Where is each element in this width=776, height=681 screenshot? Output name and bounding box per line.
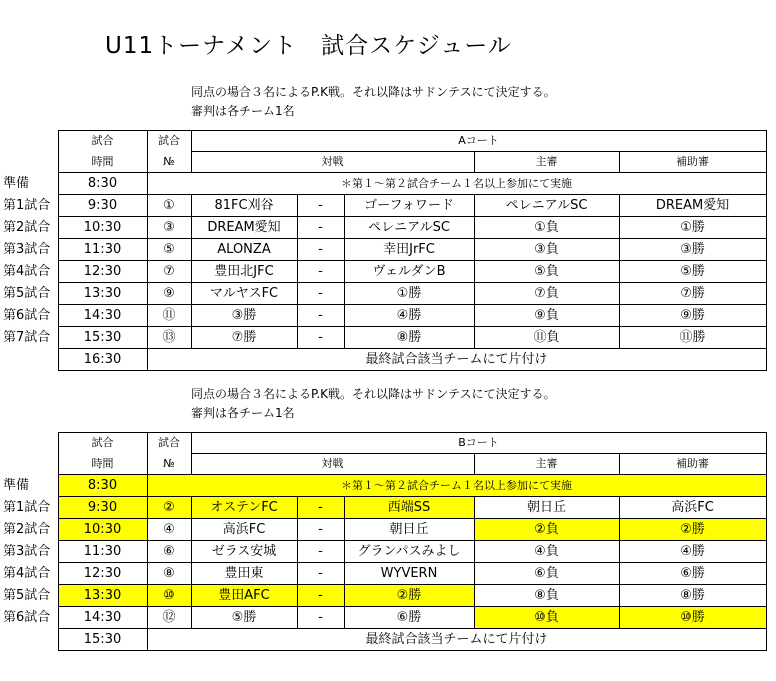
referee: ⑪負 [474,327,619,349]
versus-dash: - [297,563,344,585]
table-row [3,497,766,519]
referee: ②負 [474,519,619,541]
header-time-top: 試合 [58,433,147,454]
match-number: ⑪ [147,305,191,327]
match-time: 8:30 [58,475,147,497]
assistant-referee: ⑥勝 [619,563,766,585]
match-time: 12:30 [58,261,147,283]
header-row [3,433,766,454]
row-label: 第3試合 [3,241,51,257]
match-time: 16:30 [58,349,147,371]
row-label: 第6試合 [3,609,51,625]
versus-dash: - [297,217,344,239]
header-match: 対戦 [191,152,474,173]
table-row [3,239,766,261]
header-court: Aコート [191,131,766,152]
table-row [3,541,766,563]
team-2: ②勝 [344,585,474,607]
match-number: ⑬ [147,327,191,349]
row-label: 第5試合 [3,285,51,301]
team-1: ALONZA [191,239,297,261]
team-1: ゼラス安城 [191,541,297,563]
team-1: 豊田北JFC [191,261,297,283]
referee: ⑧負 [474,585,619,607]
referee: ③負 [474,239,619,261]
team-1: 高浜FC [191,519,297,541]
table-row [3,519,766,541]
header-row [3,152,766,173]
cleanup-row [3,349,766,371]
table-row [3,195,766,217]
row-label: 第2試合 [3,521,51,537]
table-row [3,217,766,239]
match-number: ⑩ [147,585,191,607]
referee: ⑦負 [474,283,619,305]
court-b-schedule-table [3,432,767,651]
versus-dash: - [297,305,344,327]
match-time: 8:30 [58,173,147,195]
assistant-referee: ⑧勝 [619,585,766,607]
referee: 朝日丘 [474,497,619,519]
referee: ④負 [474,541,619,563]
court-b-referee-note: 審判は各チーム1名 [191,406,295,420]
team-1: ③勝 [191,305,297,327]
table-row [3,585,766,607]
referee: ⑩負 [474,607,619,629]
versus-dash: - [297,541,344,563]
team-1: 豊田AFC [191,585,297,607]
versus-dash: - [297,195,344,217]
match-number: ④ [147,519,191,541]
team-1: 81FC刈谷 [191,195,297,217]
row-label: 第1試合 [3,197,51,213]
team-2: ⑧勝 [344,327,474,349]
match-number: ⑨ [147,283,191,305]
referee: ①負 [474,217,619,239]
table-row [3,261,766,283]
court-b-rule-note: 同点の場合３名によるP.K戦。それ以降はサドンテスにて決定する。 [191,387,556,401]
match-number: ② [147,497,191,519]
cleanup-note: 最終試合該当チームにて片付け [147,349,766,371]
team-2: 幸田JrFC [344,239,474,261]
versus-dash: - [297,261,344,283]
court-a-referee-note: 審判は各チーム1名 [191,104,295,118]
assistant-referee: ③勝 [619,239,766,261]
assistant-referee: ⑤勝 [619,261,766,283]
page-title: U11トーナメント 試合スケジュール [105,33,512,59]
row-label: 第5試合 [3,587,51,603]
team-2: グランパスみよし [344,541,474,563]
match-number: ① [147,195,191,217]
match-number: ⑧ [147,563,191,585]
table-row [3,607,766,629]
table-row [3,563,766,585]
versus-dash: - [297,497,344,519]
assistant-referee: ①勝 [619,217,766,239]
assistant-referee: ⑪勝 [619,327,766,349]
header-court: Bコート [191,433,766,454]
header-no-bottom: № [147,454,191,475]
prep-note: ＊第１～第２試合チーム１名以上参加にて実施 [147,173,766,195]
row-label: 第7試合 [3,329,51,345]
team-1: ⑦勝 [191,327,297,349]
team-1: オステンFC [191,497,297,519]
team-1: 豊田東 [191,563,297,585]
prep-note: ＊第１～第２試合チーム１名以上参加にて実施 [147,475,766,497]
match-time: 13:30 [58,585,147,607]
team-2: ①勝 [344,283,474,305]
match-number: ⑤ [147,239,191,261]
team-2: WYVERN [344,563,474,585]
versus-dash: - [297,585,344,607]
header-row [3,454,766,475]
row-label: 第3試合 [3,543,51,559]
match-time: 11:30 [58,239,147,261]
assistant-referee: 高浜FC [619,497,766,519]
versus-dash: - [297,519,344,541]
header-assistant: 補助審 [619,152,766,173]
versus-dash: - [297,327,344,349]
assistant-referee: ④勝 [619,541,766,563]
team-2: ⑥勝 [344,607,474,629]
assistant-referee: ⑦勝 [619,283,766,305]
team-2: 西端SS [344,497,474,519]
prep-row [3,173,766,195]
match-time: 14:30 [58,607,147,629]
assistant-referee: ⑨勝 [619,305,766,327]
team-2: ゴーフォワード [344,195,474,217]
table-row [3,305,766,327]
row-label: 準備 [3,175,30,191]
row-label: 第4試合 [3,263,51,279]
assistant-referee: DREAM愛知 [619,195,766,217]
referee: ⑨負 [474,305,619,327]
match-time: 15:30 [58,327,147,349]
row-label: 準備 [3,477,30,493]
match-number: ③ [147,217,191,239]
referee: ⑤負 [474,261,619,283]
versus-dash: - [297,607,344,629]
match-time: 14:30 [58,305,147,327]
table-row [3,327,766,349]
table-row [3,283,766,305]
match-time: 11:30 [58,541,147,563]
match-number: ⑫ [147,607,191,629]
team-2: ④勝 [344,305,474,327]
team-2: ペレニアルSC [344,217,474,239]
header-time-top: 試合 [58,131,147,152]
header-row [3,131,766,152]
header-no-bottom: № [147,152,191,173]
header-time-bottom: 時間 [58,454,147,475]
versus-dash: - [297,283,344,305]
team-1: マルヤスFC [191,283,297,305]
header-match: 対戦 [191,454,474,475]
header-referee: 主審 [474,454,619,475]
header-referee: 主審 [474,152,619,173]
court-a-rule-note: 同点の場合３名によるP.K戦。それ以降はサドンテスにて決定する。 [191,85,556,99]
assistant-referee: ②勝 [619,519,766,541]
row-label: 第4試合 [3,565,51,581]
match-time: 9:30 [58,195,147,217]
court-a-schedule-table [3,130,767,371]
match-time: 12:30 [58,563,147,585]
assistant-referee: ⑩勝 [619,607,766,629]
match-number: ⑦ [147,261,191,283]
header-no-top: 試合 [147,131,191,152]
prep-row [3,475,766,497]
row-label: 第6試合 [3,307,51,323]
header-time-bottom: 時間 [58,152,147,173]
team-1: DREAM愛知 [191,217,297,239]
team-2: ヴェルダンB [344,261,474,283]
cleanup-row [3,629,766,651]
match-time: 10:30 [58,217,147,239]
referee: ペレニアルSC [474,195,619,217]
header-assistant: 補助審 [619,454,766,475]
row-label: 第2試合 [3,219,51,235]
header-no-top: 試合 [147,433,191,454]
match-time: 13:30 [58,283,147,305]
cleanup-note: 最終試合該当チームにて片付け [147,629,766,651]
match-time: 15:30 [58,629,147,651]
match-time: 10:30 [58,519,147,541]
team-1: ⑤勝 [191,607,297,629]
versus-dash: - [297,239,344,261]
referee: ⑥負 [474,563,619,585]
team-2: 朝日丘 [344,519,474,541]
row-label: 第1試合 [3,499,51,515]
match-time: 9:30 [58,497,147,519]
match-number: ⑥ [147,541,191,563]
